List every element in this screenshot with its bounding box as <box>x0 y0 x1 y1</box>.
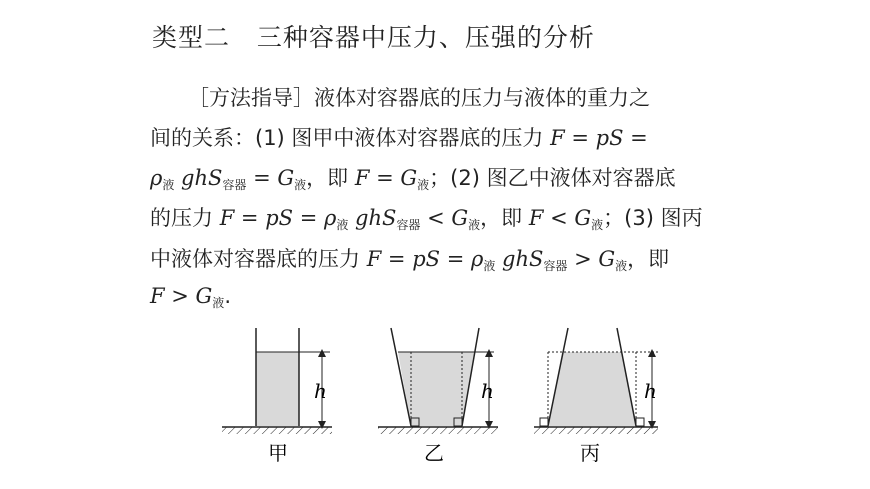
bing-foot-right <box>636 418 644 426</box>
text-segment: ；(3) 图丙 <box>603 206 703 230</box>
bing-h-label: h <box>644 379 657 403</box>
bing-foot-left <box>540 418 548 426</box>
yi-h-label: h <box>481 379 494 403</box>
method-guide-text: ［方法指导］液体对容器底的压力与液体的重力之 <box>188 86 650 110</box>
caption-jia: 甲 <box>268 441 288 465</box>
formula-F-lt-G: $F < G_液$ <box>528 206 604 232</box>
formula-yi: F = pS = $\rho_液$ $ghS_{容器} < G_液$ <box>219 206 481 232</box>
formula-bing: F = pS = $\rho_液$ $ghS_{容器} > G_液$ <box>366 247 628 273</box>
formula-F-pS: F = pS = <box>550 126 648 150</box>
figure-bing <box>534 328 660 465</box>
text-segment: . <box>224 284 231 308</box>
yi-ground-hatch <box>378 427 498 434</box>
text-segment: 的压力 <box>150 206 220 230</box>
figure-yi <box>378 328 498 465</box>
formula-rho: $\rho_液$ $ghS_{容器} = G_液$ <box>150 166 307 192</box>
text-segment: ；(2) 图乙中液体对容器底 <box>429 166 676 190</box>
text-segment: ，即 <box>306 166 355 190</box>
jia-ground-hatch <box>222 427 332 434</box>
figure-jia <box>222 328 332 465</box>
text-segment: 中液体对容器底的压力 <box>150 247 367 271</box>
formula-F-gt-G: $F > G_液$ <box>150 284 225 310</box>
jia-liquid <box>256 352 299 426</box>
formula-F-eq-G: $F = G_液$ <box>354 166 430 192</box>
jia-h-label: h <box>314 379 327 403</box>
text-segment: ，即 <box>627 247 670 271</box>
text-segment: ，即 <box>480 206 529 230</box>
bing-ground-hatch <box>534 427 658 434</box>
caption-bing: 丙 <box>580 441 600 465</box>
caption-yi: 乙 <box>424 441 444 465</box>
text-segment: 间的关系：(1) 图甲中液体对容器底的压力 <box>150 126 551 150</box>
section-heading: 类型二 三种容器中压力、压强的分析 <box>152 23 595 52</box>
